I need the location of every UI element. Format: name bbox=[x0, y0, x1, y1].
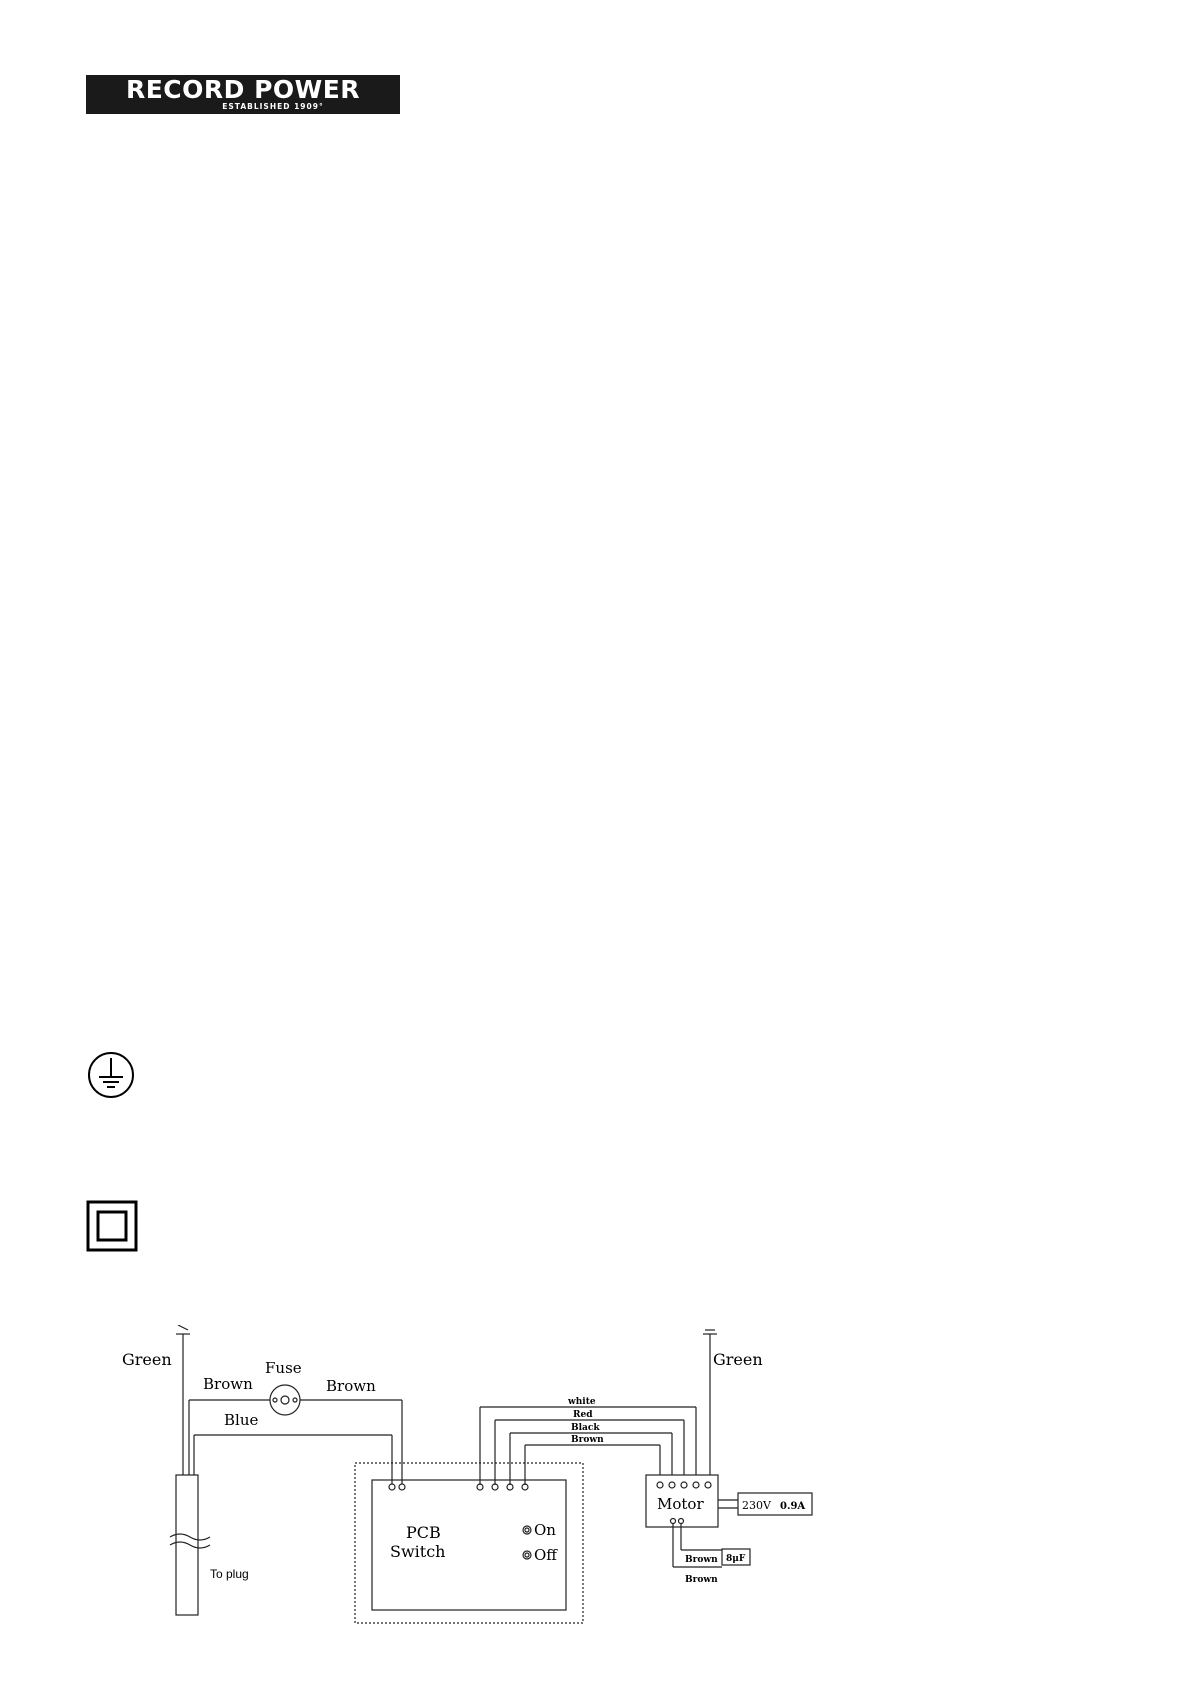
label-brown-2: Brown bbox=[326, 1377, 376, 1395]
label-green-right: Green bbox=[713, 1350, 763, 1369]
logo-tagline: ESTABLISHED 1909° bbox=[222, 102, 324, 111]
label-capacitor: 8μF bbox=[726, 1554, 746, 1564]
wire-red: Red bbox=[573, 1410, 593, 1420]
label-switch: Switch bbox=[390, 1542, 446, 1561]
label-blue: Blue bbox=[224, 1411, 259, 1429]
wire-white: white bbox=[568, 1397, 596, 1407]
label-fuse: Fuse bbox=[265, 1359, 302, 1377]
double-insulation-icon bbox=[86, 1200, 138, 1252]
wire-brown: Brown bbox=[571, 1435, 604, 1445]
wiring-diagram bbox=[110, 1325, 830, 1625]
label-brown-1: Brown bbox=[203, 1375, 253, 1393]
label-off: Off bbox=[534, 1546, 557, 1564]
logo-brand: RECORD POWER bbox=[125, 75, 361, 104]
label-voltage: 230V bbox=[742, 1499, 771, 1512]
label-motor: Motor bbox=[657, 1495, 704, 1513]
record-power-logo bbox=[86, 75, 400, 114]
wire-black: Black bbox=[571, 1423, 600, 1433]
protective-earth-icon bbox=[86, 1050, 136, 1100]
label-cap-brown-2: Brown bbox=[685, 1575, 718, 1585]
label-to-plug: To plug bbox=[210, 1567, 249, 1581]
label-cap-brown-1: Brown bbox=[685, 1555, 718, 1565]
label-pcb: PCB bbox=[406, 1523, 441, 1542]
label-green-left: Green bbox=[122, 1350, 172, 1369]
label-current: 0.9A bbox=[780, 1501, 806, 1512]
label-on: On bbox=[534, 1521, 556, 1539]
